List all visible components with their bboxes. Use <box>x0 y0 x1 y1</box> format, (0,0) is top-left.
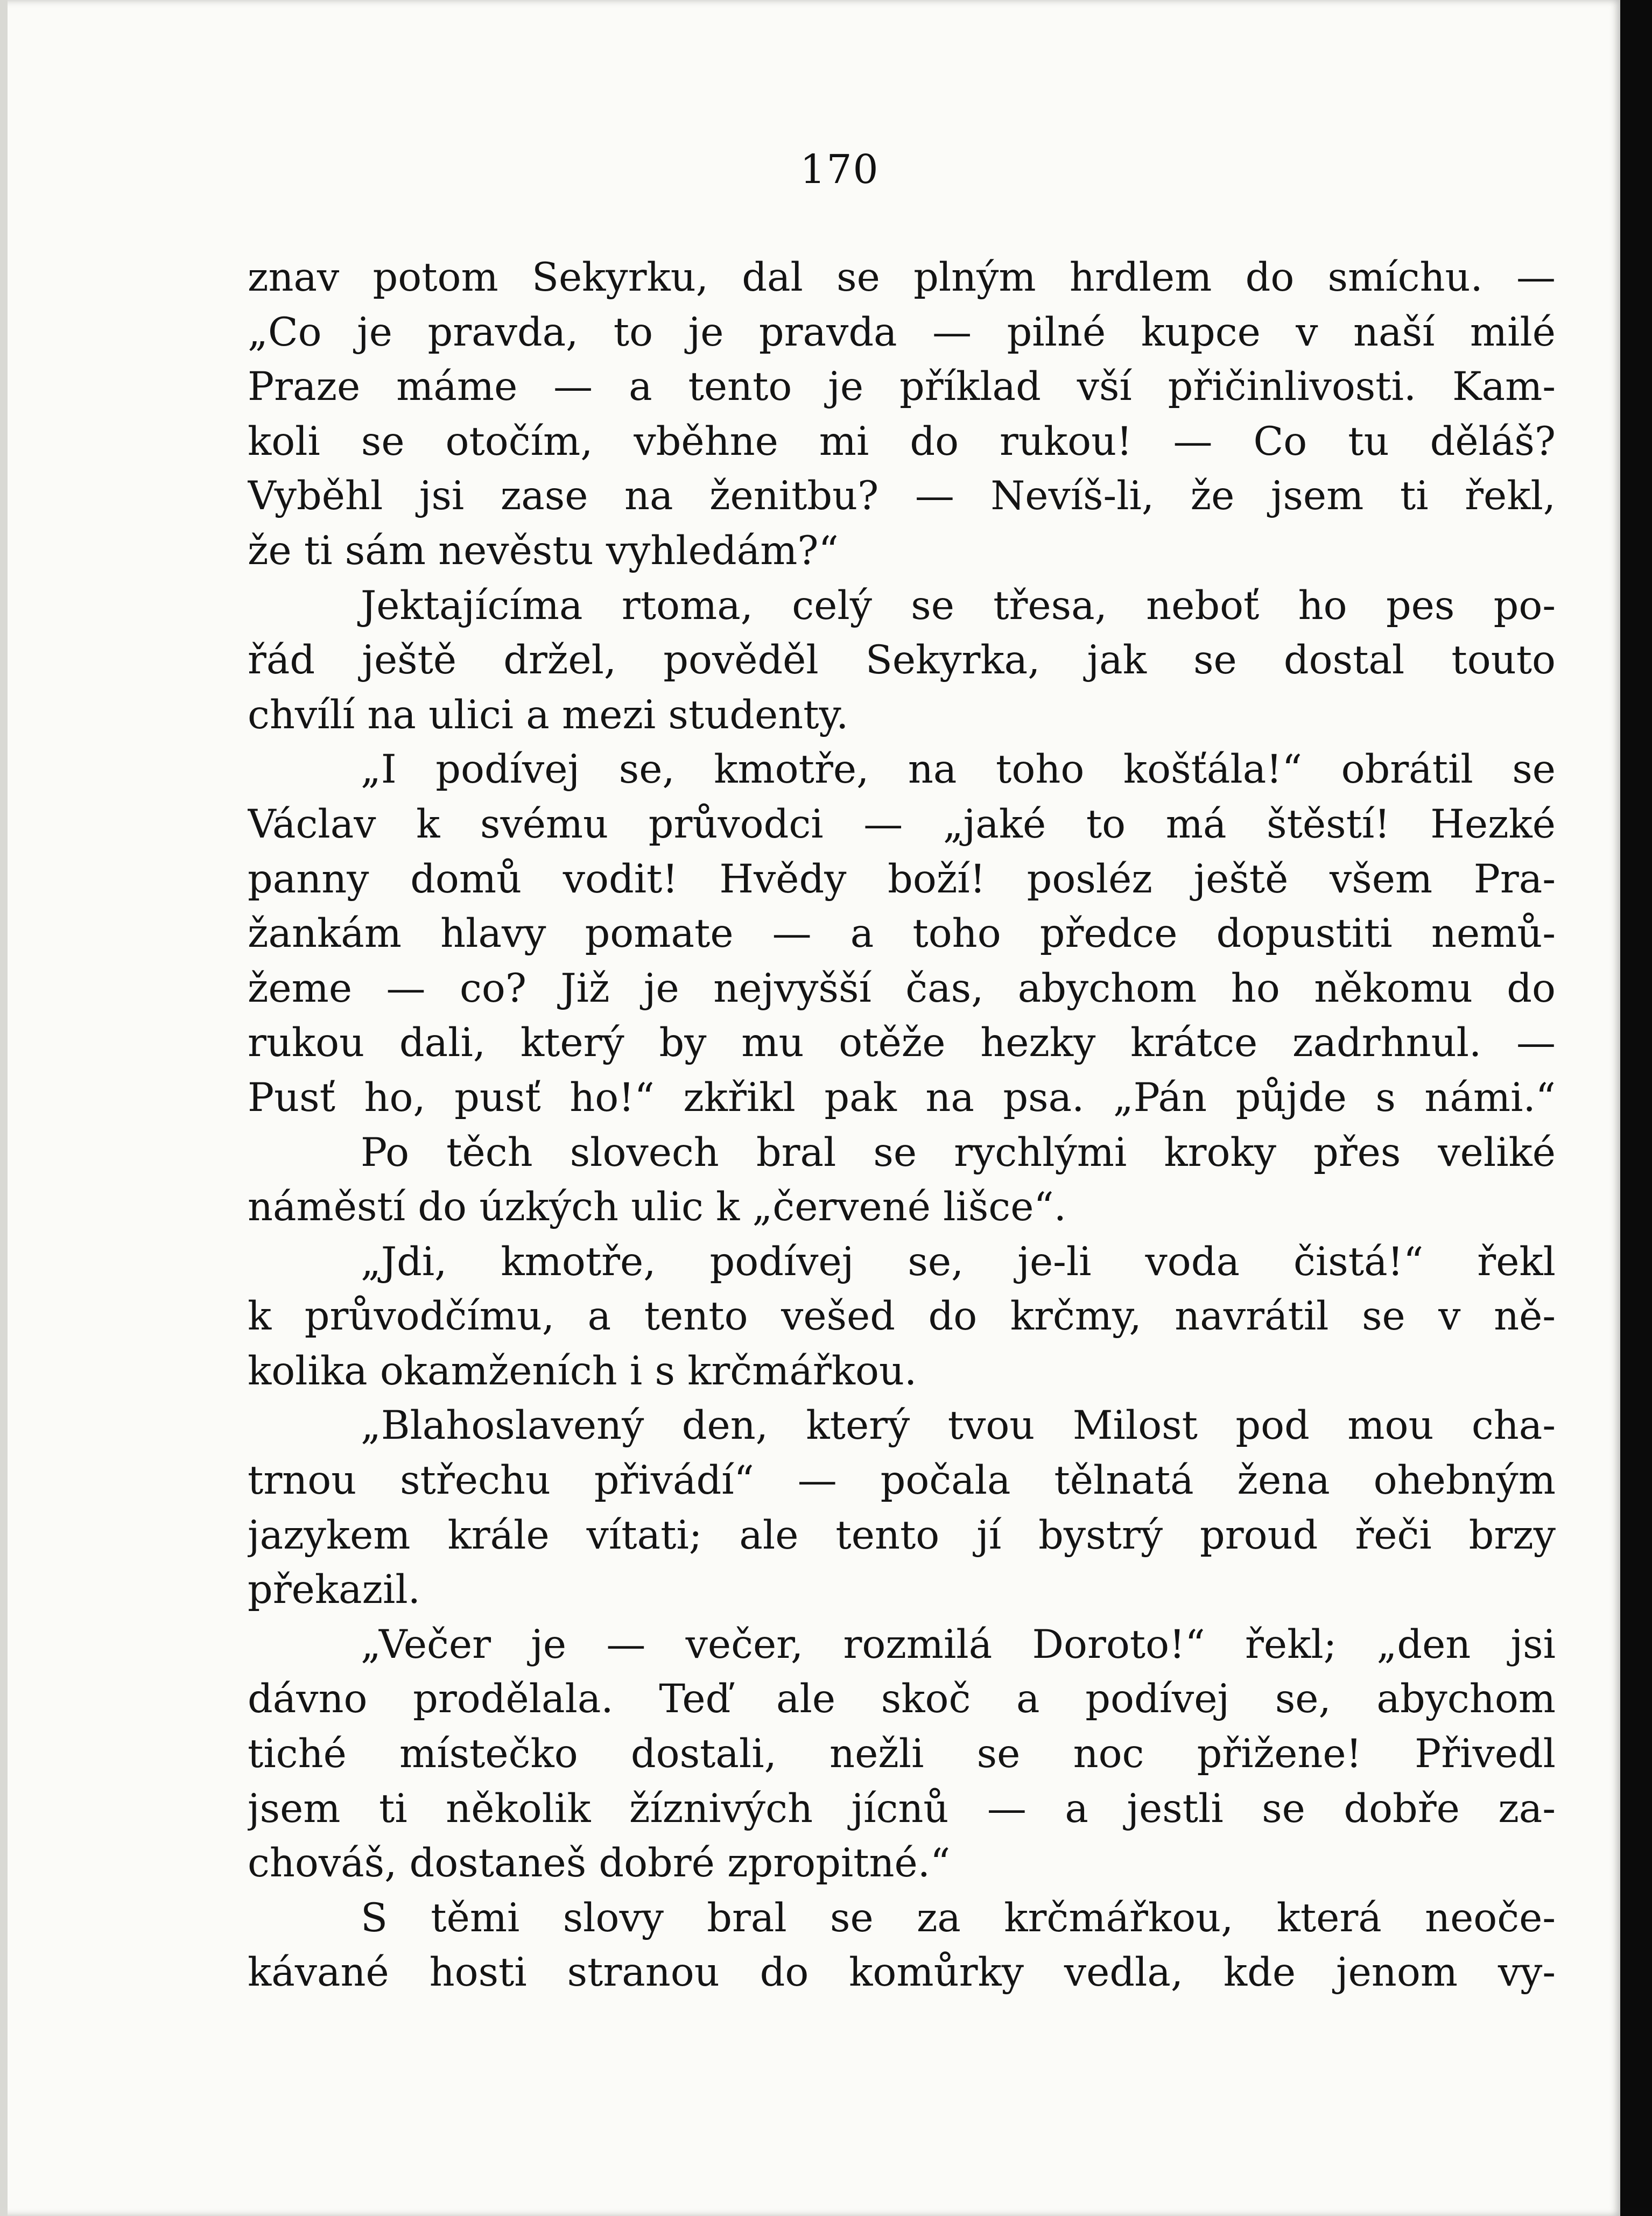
text-line: žankám hlavy pomate — a toho předce dopustiti nemů- <box>248 911 1556 957</box>
text-line: Vyběhl jsi zase na ženitbu? — Nevíš-li, že jsem ti řekl, <box>248 473 1556 519</box>
text-line: Pusť ho, pusť ho!“ zkřikl pak na psa. „Pán půjde s námi.“ <box>248 1074 1556 1121</box>
text-line: jazykem krále vítati; ale tento jí bystrý proud řeči brzy <box>248 1512 1556 1558</box>
text-line: že ti sám nevěstu vyhledám?“ <box>248 527 839 574</box>
text-line: kávané hosti stranou do komůrky vedla, kde jenom vy- <box>248 1950 1556 1996</box>
text-line: tiché místečko dostali, nežli se noc přižene! Přivedl <box>248 1731 1556 1777</box>
text-line: Jektajícíma rtoma, celý se třesa, neboť ho pes po- <box>361 582 1556 629</box>
text-line: Po těch slovech bral se rychlými kroky přes veliké <box>361 1129 1556 1176</box>
text-line: koli se otočím, vběhne mi do rukou! — Co tu děláš? <box>248 418 1556 465</box>
text-line: panny domů vodit! Hvědy boží! posléz ještě všem Pra- <box>248 856 1556 902</box>
body-text <box>248 250 1556 2000</box>
text-line: jsem ti několik žíznivých jícnů — a jestli se dobře za- <box>248 1785 1556 1832</box>
text-line: chováš, dostaneš dobré zpropitné.“ <box>248 1840 951 1887</box>
text-line: znav potom Sekyrku, dal se plným hrdlem do smíchu. — <box>248 255 1556 300</box>
text-line: náměstí do úzkých ulic k „červené lišce“. <box>248 1184 1066 1230</box>
page-edge-shadow <box>0 0 8 2216</box>
text-line: žeme — co? Již je nejvyšší čas, abychom ho někomu do <box>248 965 1556 1011</box>
text-line: „Večer je — večer, rozmilá Doroto!“ řekl; „den jsi <box>361 1621 1556 1668</box>
text-line: Praze máme — a tento je příklad vší přičinlivosti. Kam- <box>248 364 1556 410</box>
text-line: „Blahoslavený den, který tvou Milost pod mou cha- <box>361 1403 1556 1449</box>
text-line: Václav k svému průvodci — „jaké to má štěstí! Hezké <box>248 801 1556 847</box>
text-line: S těmi slovy bral se za krčmářkou, která neoče- <box>361 1895 1556 1941</box>
text-line: překazil. <box>248 1567 420 1613</box>
text-line: „Co je pravda, to je pravda — pilné kupce v naší milé <box>248 309 1556 355</box>
text-line: kolika okamženích i s krčmářkou. <box>248 1348 917 1394</box>
text-line: dávno prodělala. Teď ale skoč a podívej se, abychom <box>248 1676 1556 1722</box>
text-line: chvílí na ulici a mezi studenty. <box>248 692 849 738</box>
text-line: řád ještě držel, pověděl Sekyrka, jak se dostal touto <box>248 637 1556 684</box>
text-line: „Jdi, kmotře, podívej se, je-li voda čistá!“ řekl <box>361 1239 1556 1285</box>
text-line: k průvodčímu, a tento vešed do krčmy, navrátil se v ně- <box>248 1293 1556 1340</box>
text-line: trnou střechu přivádí“ — počala tělnatá žena ohebným <box>248 1458 1556 1504</box>
text-line: „I podívej se, kmotře, na toho košťála!“ obrátil se <box>361 747 1556 793</box>
page-number: 170 <box>800 146 880 193</box>
text-line: rukou dali, který by mu otěže hezky krátce zadrhnul. — <box>248 1020 1556 1066</box>
